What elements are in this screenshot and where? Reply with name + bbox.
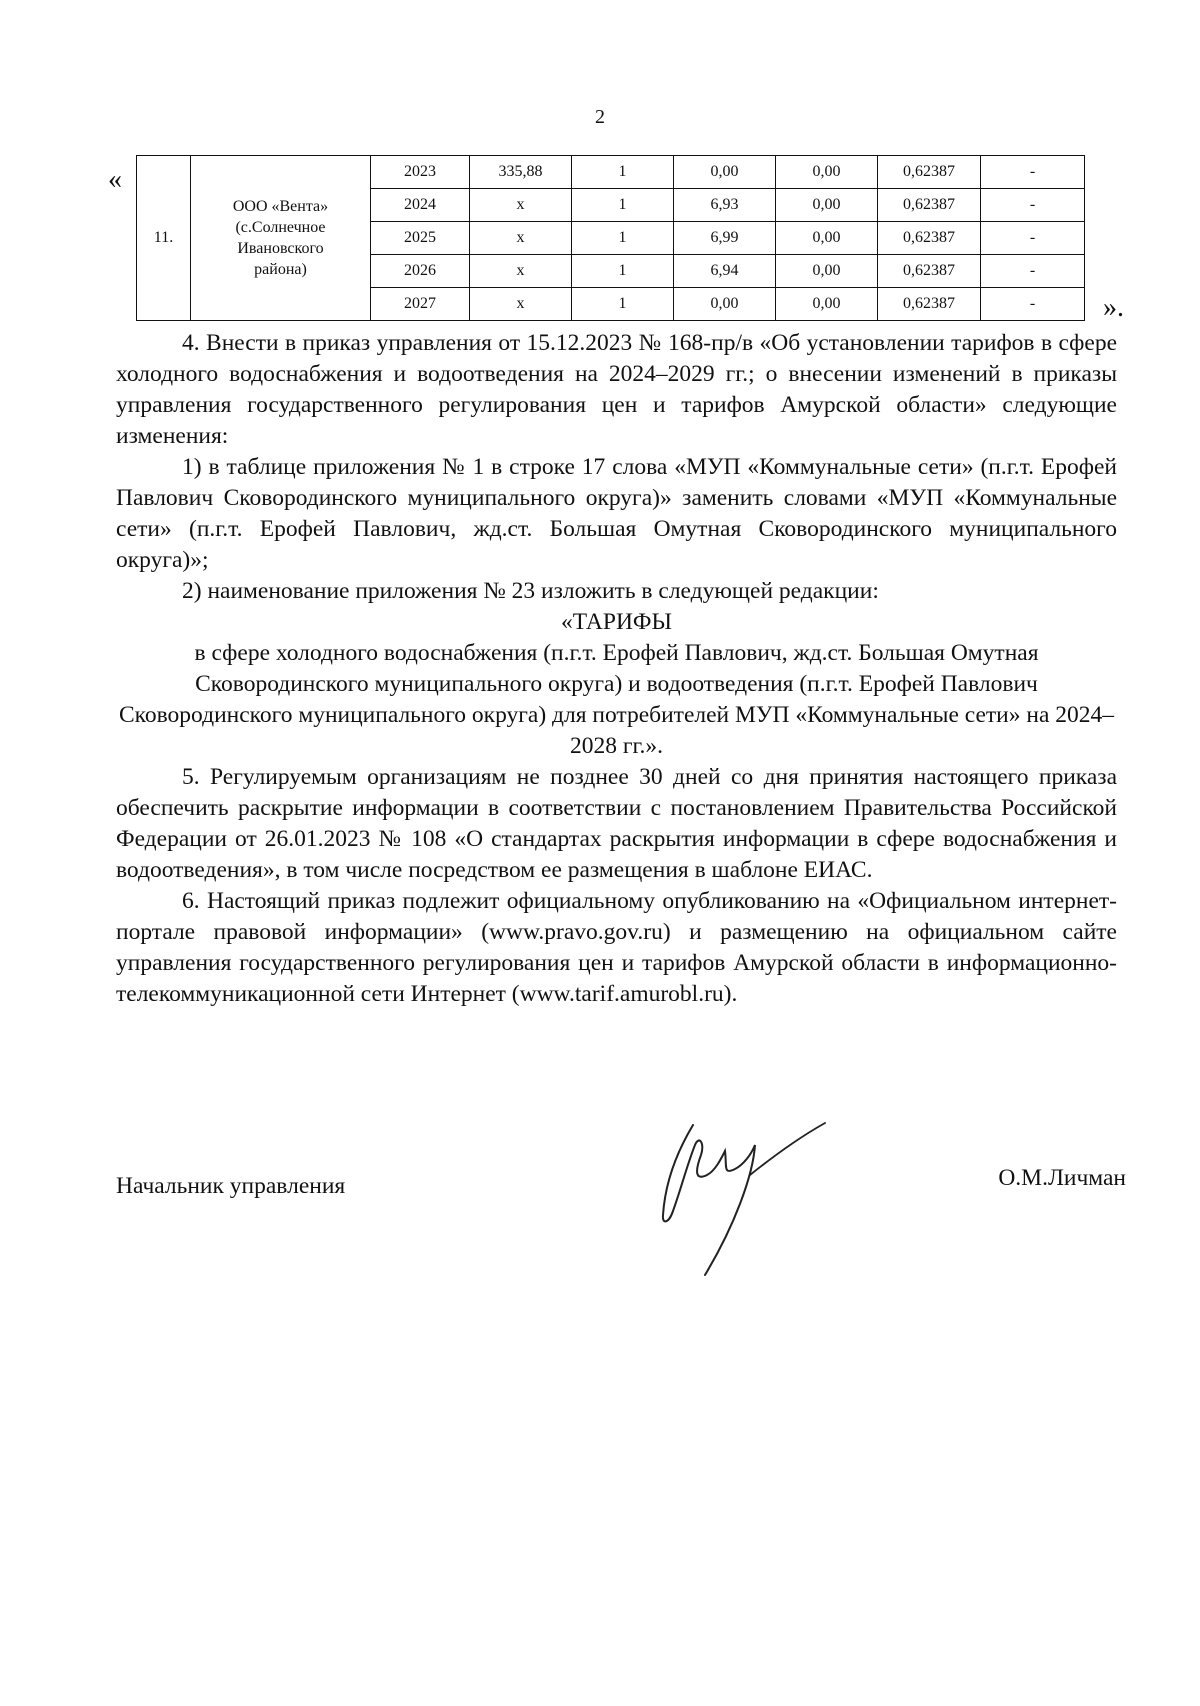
value-cell: 0,62387 bbox=[878, 222, 981, 255]
value-cell: - bbox=[981, 255, 1085, 288]
year-cell: 2023 bbox=[371, 156, 470, 189]
value-cell: х bbox=[470, 255, 572, 288]
year-cell: 2025 bbox=[371, 222, 470, 255]
value-cell: 0,62387 bbox=[878, 255, 981, 288]
value-cell: 1 bbox=[572, 222, 674, 255]
value-cell: х bbox=[470, 288, 572, 321]
tariffs-title-text: в сфере холодного водоснабжения (п.г.т. Ерофей Павлович, жд.ст. Большая Омутная Сковородинского муниципального округа) и водоотведения (п.г.т. Ерофей Павлович Сковородинского муниципального округа) для потребителей МУП «Коммунальные сети» на 2024–2028 гг.». bbox=[118, 640, 1115, 759]
value-cell: 0,00 bbox=[776, 222, 878, 255]
page-number: 2 bbox=[595, 106, 605, 128]
row-number-cell: 11. bbox=[137, 156, 191, 321]
value-cell: 0,62387 bbox=[878, 288, 981, 321]
value-cell: - bbox=[981, 189, 1085, 222]
value-cell: 1 bbox=[572, 288, 674, 321]
value-cell: - bbox=[981, 288, 1085, 321]
paragraph-5: 5. Регулируемым организациям не позднее 30 дней со дня принятия настоящего приказа обеспечить раскрытие информации в соответствии с постановлением Правительства Российской Федерации от 26.01.2023 № 108 «О стандартах раскрытия информации в сфере водоснабжения и водоотведения», в том числе посредством ее размещения в шаблоне ЕИАС. bbox=[116, 764, 1117, 883]
value-cell: 6,94 bbox=[674, 255, 776, 288]
handwritten-signature-mark bbox=[655, 1115, 830, 1285]
value-cell: 335,88 bbox=[470, 156, 572, 189]
value-cell: х bbox=[470, 222, 572, 255]
year-cell: 2024 bbox=[371, 189, 470, 222]
value-cell: х bbox=[470, 189, 572, 222]
organization-line: Ивановского bbox=[237, 240, 324, 257]
value-cell: 0,62387 bbox=[878, 189, 981, 222]
value-cell: 0,00 bbox=[674, 156, 776, 189]
value-cell: 0,00 bbox=[776, 255, 878, 288]
paragraph-6: 6. Настоящий приказ подлежит официальному опубликованию на «Официальном интернет-портале правовой информации» (www.pravo.gov.ru) и размещению на официальном сайте управления государственного регулирования цен и тарифов Амурской области в информационно-телекоммуникационной сети Интернет (www.tarif.amurobl.ru). bbox=[116, 888, 1117, 1007]
value-cell: - bbox=[981, 156, 1085, 189]
paragraph-4-item-2: 2) наименование приложения № 23 изложить в следующей редакции: bbox=[182, 578, 879, 604]
quote-close-mark: ». bbox=[1103, 292, 1124, 323]
value-cell: 1 bbox=[572, 255, 674, 288]
signatory-position: Начальник управления bbox=[116, 1173, 346, 1199]
organization-line: (с.Солнечное bbox=[235, 219, 326, 236]
paragraph-4: 4. Внести в приказ управления от 15.12.2023 № 168-пр/в «Об установлении тарифов в сфере холодного водоснабжения и водоотведения на 2024–2029 гг.; о внесении изменений в приказы управления государственного регулирования цен и тарифов Амурской области» следующие изменения: bbox=[116, 330, 1117, 449]
table-row bbox=[137, 156, 1085, 189]
value-cell: 6,93 bbox=[674, 189, 776, 222]
value-cell: - bbox=[981, 222, 1085, 255]
quote-open-mark: « bbox=[108, 164, 122, 195]
year-cell: 2026 bbox=[371, 255, 470, 288]
year-cell: 2027 bbox=[371, 288, 470, 321]
value-cell: 0,00 bbox=[674, 288, 776, 321]
value-cell: 1 bbox=[572, 156, 674, 189]
organization-line: района) bbox=[254, 261, 307, 278]
document-body bbox=[116, 328, 1117, 1010]
value-cell: 0,00 bbox=[776, 288, 878, 321]
value-cell: 0,00 bbox=[776, 189, 878, 222]
value-cell: 0,00 bbox=[776, 156, 878, 189]
organization-cell bbox=[191, 156, 371, 321]
signatory-name: О.М.Личман bbox=[998, 1165, 1126, 1191]
tariff-table bbox=[136, 155, 1085, 321]
value-cell: 1 bbox=[572, 189, 674, 222]
tariffs-heading: «ТАРИФЫ bbox=[560, 609, 672, 635]
value-cell: 0,62387 bbox=[878, 156, 981, 189]
paragraph-4-item-1: 1) в таблице приложения № 1 в строке 17 слова «МУП «Коммунальные сети» (п.г.т. Ерофей Павлович Сковородинского муниципального округа)» заменить словами «МУП «Коммунальные сети» (п.г.т. Ерофей Павлович, жд.ст. Большая Омутная Сковородинского муниципального округа)»; bbox=[116, 454, 1117, 573]
organization-line: ООО «Вента» bbox=[232, 198, 329, 215]
value-cell: 6,99 bbox=[674, 222, 776, 255]
